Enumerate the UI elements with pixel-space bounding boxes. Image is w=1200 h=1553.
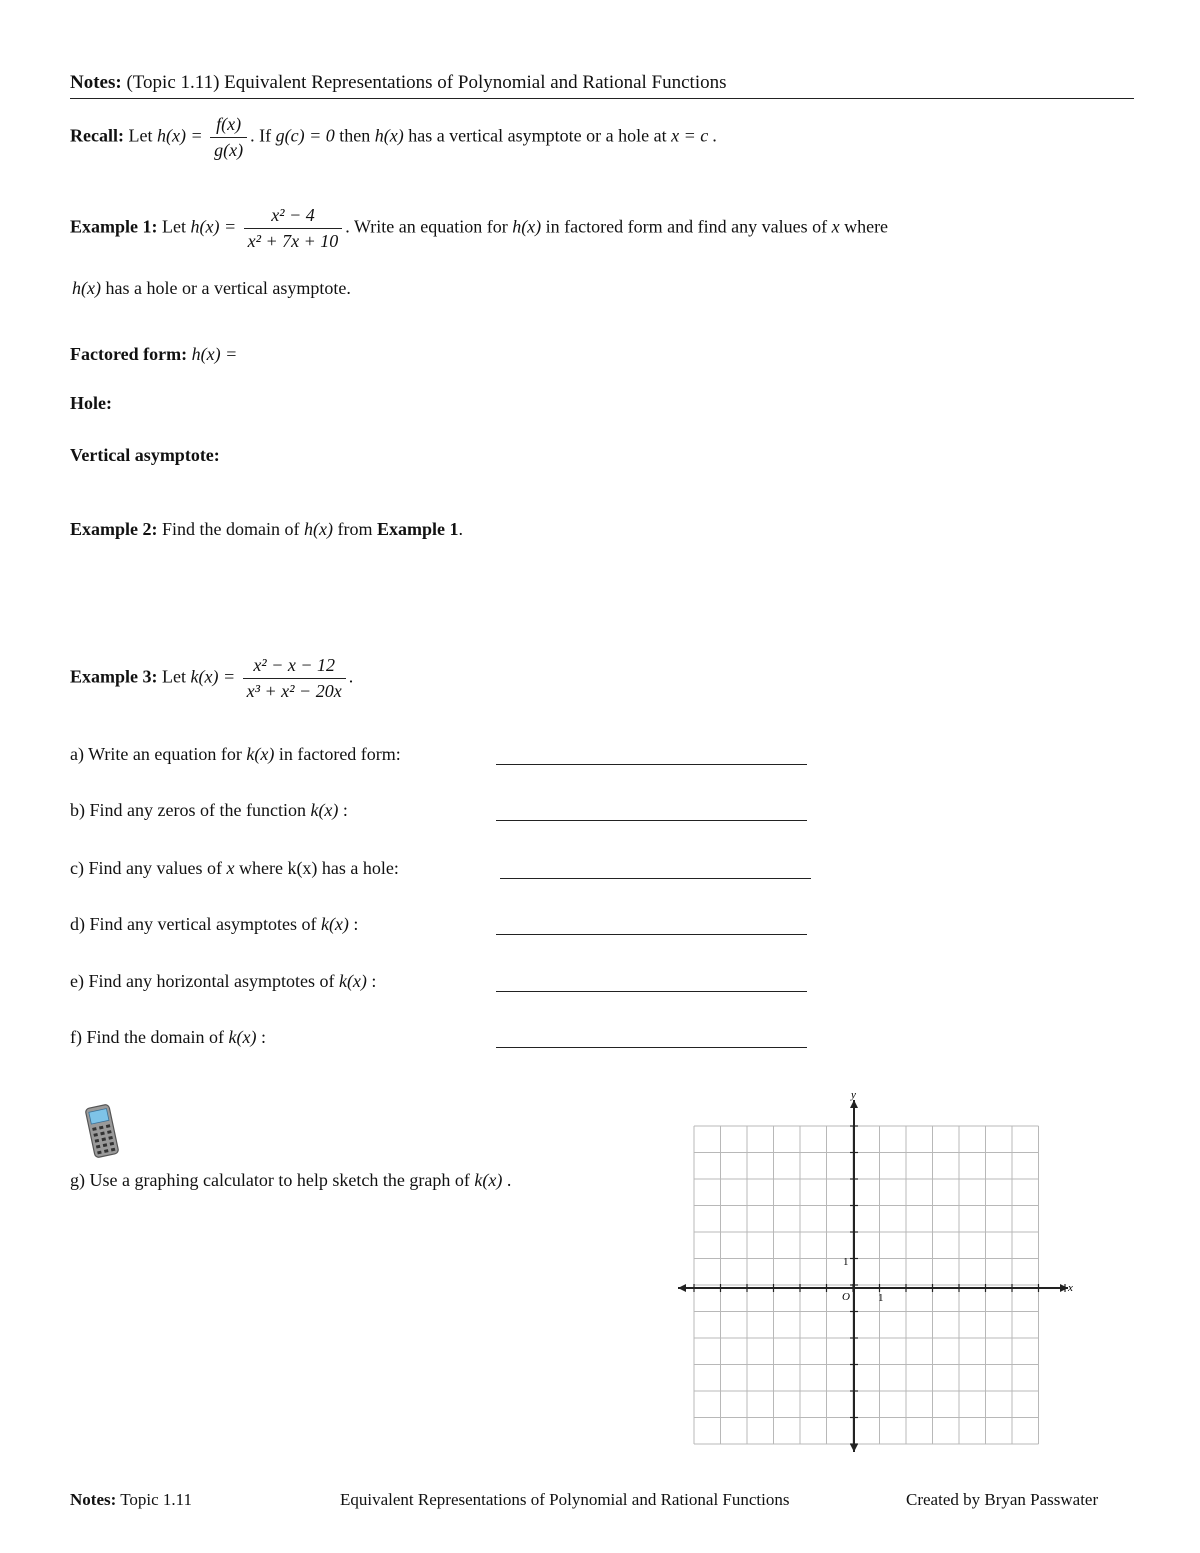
- part-b-answer-line[interactable]: [496, 820, 807, 821]
- part-b-question: b) Find any zeros of the function k(x) :: [70, 800, 348, 820]
- recall-line: Recall: Let h(x) = $\frac{f(x)}{g(x)}$ . If g(c) = 0 then h(x) has a vertical asymptote or a hole at x = c .: [70, 114, 718, 160]
- y-axis-arrow-down: [850, 1444, 858, 1452]
- x-axis-arrow-left: [678, 1284, 686, 1292]
- part-d-question: d) Find any vertical asymptotes of k(x) :: [70, 914, 359, 934]
- example1-line: Example 1: Let h(x) = $\frac{\text{x² − 4}}{\text{x² + 7x + 10}}$ . Write an equation for h(x) in factored form and find any values of x where: [70, 205, 889, 251]
- part-a-question: a) Write an equation for k(x) in factored form:: [70, 744, 401, 764]
- recall-fraction: $\frac{f(x)}{g(x)}$: [210, 114, 247, 161]
- graphing-calculator-icon: [82, 1102, 122, 1160]
- part-g-question: g) Use a graphing calculator to help sketch the graph of k(x) .: [70, 1170, 512, 1190]
- page-header: [70, 72, 727, 94]
- example3-label: Example 3:: [70, 666, 158, 687]
- part-a-answer-line[interactable]: [496, 764, 807, 765]
- example3-line: Example 3: Let k(x) = $\frac{\text{x² − x − 12}}{\text{x³ + x² − 20x}}$ .: [70, 655, 354, 701]
- header-divider: [70, 98, 1134, 99]
- hole-label: Hole:: [70, 393, 112, 413]
- header-label: Notes:: [70, 72, 122, 93]
- x-axis-arrow-right: [1060, 1284, 1068, 1292]
- part-c-answer-line[interactable]: [500, 878, 811, 879]
- header-title: (Topic 1.11) Equivalent Representations of Polynomial and Rational Functions: [126, 72, 727, 93]
- part-e-answer-line[interactable]: [496, 991, 807, 992]
- grid-lines: [694, 1126, 1039, 1444]
- recall-label: Recall:: [70, 125, 124, 146]
- example2-label: Example 2:: [70, 519, 158, 539]
- example1-line2: h(x) has a hole or a vertical asymptote.: [72, 278, 351, 298]
- y-axis-arrow-up: [850, 1100, 858, 1108]
- coordinate-grid[interactable]: [676, 1088, 1080, 1458]
- factored-form-label: Factored form: h(x) =: [70, 344, 238, 364]
- example1-fraction: $\frac{\text{x² − 4}}{\text{x² + 7x + 10}}$: [244, 205, 343, 252]
- part-d-answer-line[interactable]: [496, 934, 807, 935]
- part-e-question: e) Find any horizontal asymptotes of k(x) :: [70, 971, 377, 991]
- example3-fraction: $\frac{\text{x² − x − 12}}{\text{x³ + x² − 20x}}$: [243, 655, 346, 702]
- part-f-question: f) Find the domain of k(x) :: [70, 1027, 266, 1047]
- part-c-question: c) Find any values of x where k(x) has a hole:: [70, 858, 399, 878]
- part-f-answer-line[interactable]: [496, 1047, 807, 1048]
- x-axis-label: x: [1068, 1282, 1073, 1294]
- footer-right: Created by Bryan Passwater: [906, 1490, 1099, 1509]
- y-tick-label: 1: [843, 1256, 849, 1268]
- vertical-asymptote-label: Vertical asymptote:: [70, 445, 220, 465]
- origin-label: O: [842, 1291, 850, 1303]
- example1-label: Example 1:: [70, 216, 158, 237]
- x-tick-label: 1: [878, 1292, 884, 1304]
- y-axis-label: y: [851, 1089, 856, 1101]
- footer-center: Equivalent Representations of Polynomial and Rational Functions: [340, 1490, 790, 1509]
- footer-left: Notes: Topic 1.11: [70, 1490, 193, 1509]
- example2-line: Example 2: Find the domain of h(x) from Example 1.: [70, 519, 463, 539]
